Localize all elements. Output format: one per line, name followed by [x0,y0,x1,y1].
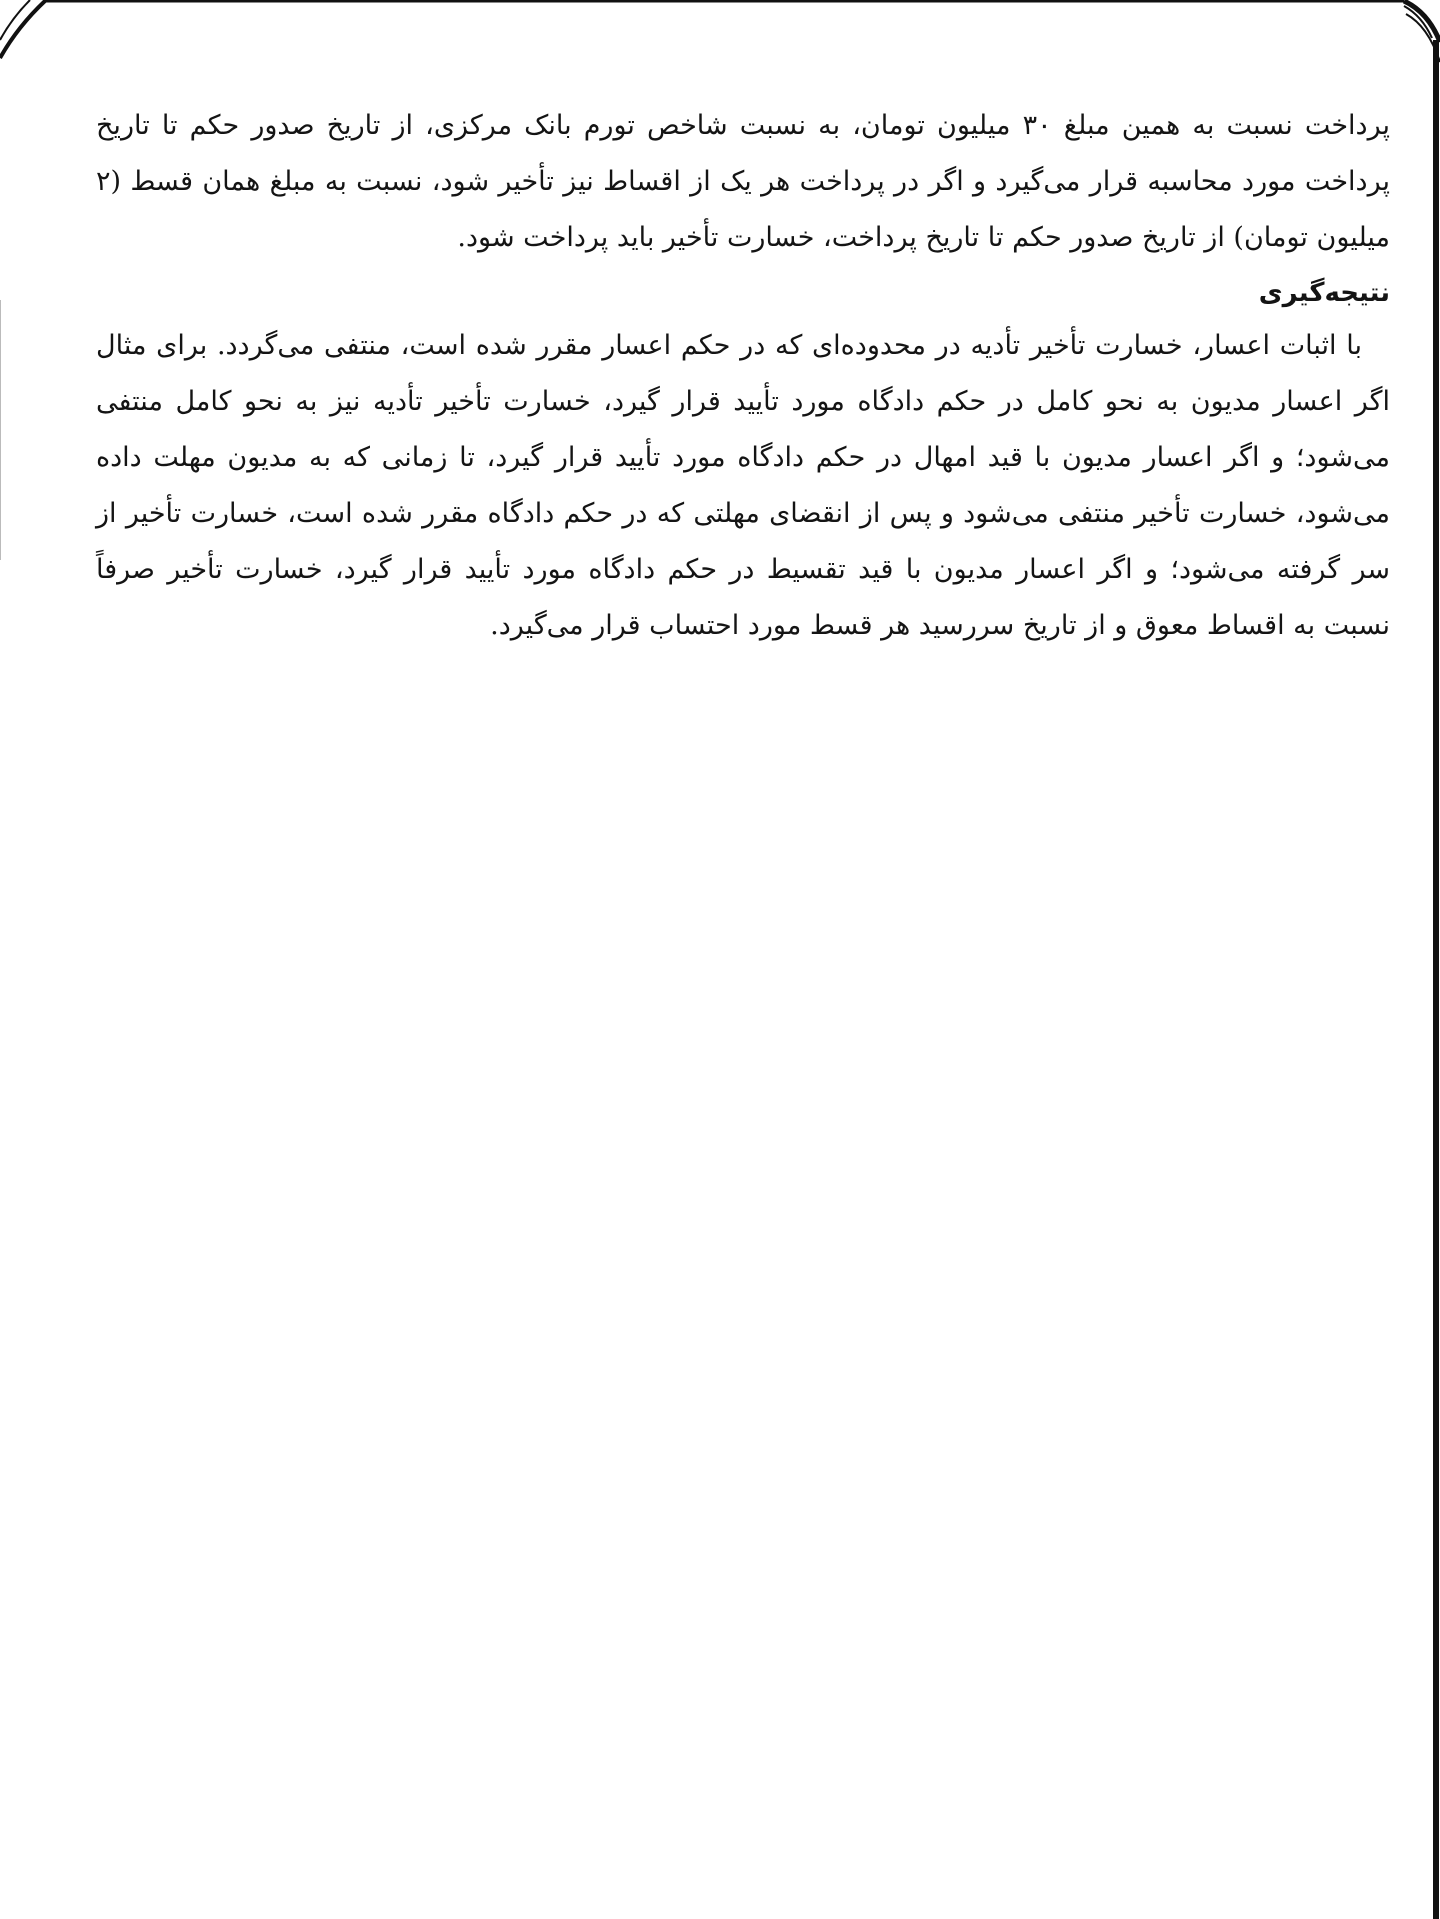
paragraph-2: با اثبات اعسار، خسارت تأخیر تأدیه در محدوده‌ای که در حکم اعسار مقرر شده است، منتفی می‌گردد. برای مثال اگر اعسار مدیون به نحو کامل در حکم دادگاه مورد تأیید قرار گیرد، خسارت تأخیر تأدیه نیز به نحو کامل منتفی می‌شود؛ و اگر اعسار مدیون با قید امهال در حکم دادگاه مورد تأیید قرار گیرد، تا زمانی که به مدیون مهلت داده می‌شود، خسارت تأخیر منتفی می‌شود و پس از انقضای مهلتی که در حکم دادگاه مقرر شده است، خسارت تأخیر از سر گرفته می‌شود؛ و اگر اعسار مدیون با قید تقسیط در حکم دادگاه مورد تأیید قرار گیرد، خسارت تأخیر صرفاً نسبت به اقساط معوق و از تاریخ سررسید هر قسط مورد احتساب قرار می‌گیرد. [96,330,1390,641]
section-heading: نتیجه‌گیری [1258,278,1390,308]
paragraph-1: پرداخت نسبت به همین مبلغ ۳۰ میلیون تومان، به نسبت شاخص تورم بانک مرکزی، از تاریخ صدور حکم تا تاریخ پرداخت مورد محاسبه قرار می‌گیرد و اگر در پرداخت هر یک از اقساط نیز تأخیر شود، نسبت به مبلغ همان قسط (۲ میلیون تومان) از تاریخ صدور حکم تا تاریخ پرداخت، خسارت تأخیر باید پرداخت شود. [96,110,1390,253]
document-body [96,98,1390,654]
